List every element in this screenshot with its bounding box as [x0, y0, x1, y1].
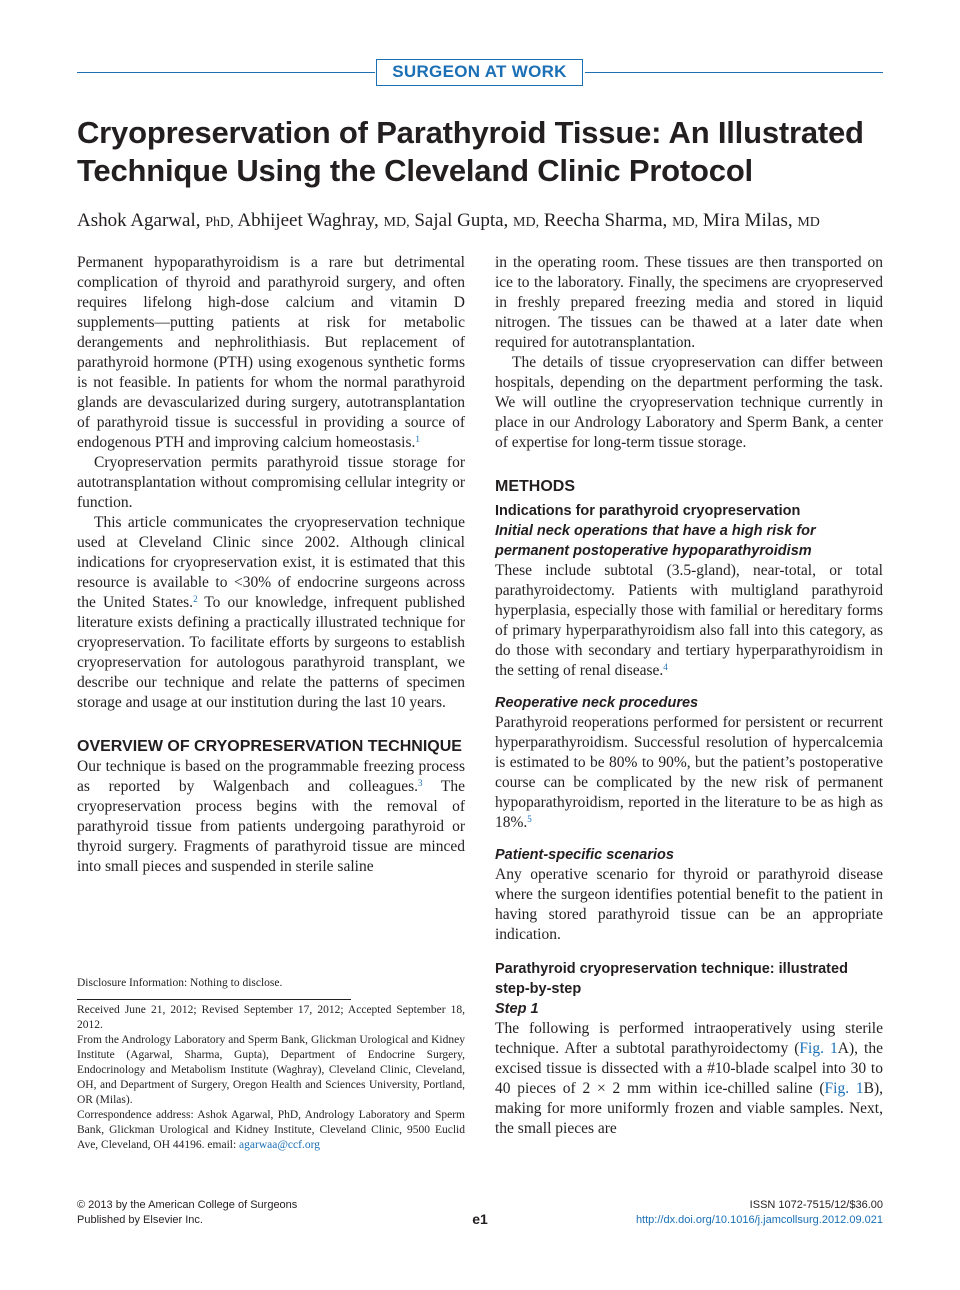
footer-right	[636, 1198, 883, 1228]
section-tag: SURGEON AT WORK	[376, 59, 583, 86]
author: Sajal Gupta, MD,	[414, 210, 540, 231]
notes-rule	[77, 999, 351, 1000]
header-rule-left	[77, 72, 375, 73]
overview-details-paragraph: The details of tissue cryopreservation can differ between hospitals, depending on the department performing the task. We will outline the cryopreservation technique currently in place in our Andrology Laboratory and Sperm Bank, a center of expertise for long-term tissue storage.	[495, 354, 883, 451]
author: Mira Milas, MD	[702, 210, 820, 231]
step-1-heading: Step 1	[495, 1001, 539, 1017]
overview-continued-paragraph: in the operating room. These tissues are then transported on ice to the laboratory. Finally, the specimens are cryopreserved in freshly prepared freezing media and stored in liquid nitrogen. The tissues can be thawed at a later date when required for autotransplantation.	[495, 254, 883, 351]
header-rule-right	[585, 72, 883, 73]
intro-paragraph-3: This article communicates the cryopreservation technique used at Cleveland Clinic since 2002. Although clinical indications for cryopreservation exist, it is estimated that this resource is available to <30% of endocrine surgeons across the United States.$^2$ To our knowledge, infrequent published literature exists defining a practically illustrated technique for cryopreservation. To facilitate efforts by surgeons to establish cryopreservation for autologous parathyroid transplant, we describe our technique and relate the patterns of specimen storage and usage at our institution during the last 10 years.	[77, 514, 466, 711]
technique-heading: Parathyroid cryopreservation technique: illustrated step-by-step	[495, 961, 848, 997]
figure-1-link[interactable]: Fig. 1	[799, 1040, 838, 1057]
author: Abhijeet Waghray, MD,	[237, 210, 410, 231]
doi-link[interactable]: http://dx.doi.org/10.1016/j.jamcollsurg.2012.09.021	[635, 1214, 883, 1226]
correspondence-note: Correspondence address: Ashok Agarwal, PhD, Andrology Laboratory and Sperm Bank, Glickman Urological and Kidney Institute, Cleveland Clinic, 9500 Euclid Ave, Cleveland, OH 44196. email: agarwaa@ccf.org	[77, 1109, 465, 1151]
patient-scenarios-paragraph: Any operative scenario for thyroid or parathyroid disease where the surgeon identifies potential benefit to the patient in having stored parathyroid tissue can be an appropriate indication.	[495, 866, 883, 943]
right-column	[495, 253, 883, 1139]
left-column	[77, 253, 465, 877]
initial-operations-heading: Initial neck operations that have a high risk for permanent postoperative hypoparathyroidism	[495, 523, 816, 559]
issn-text: ISSN 1072-7515/12/$36.00	[749, 1199, 883, 1211]
author-list	[77, 208, 887, 236]
author: Ashok Agarwal, PhD,	[77, 210, 234, 231]
indications-heading: Indications for parathyroid cryopreservation	[495, 503, 801, 519]
article-title: Cryopreservation of Parathyroid Tissue: An Illustrated Technique Using the Cleveland Clinic Protocol	[77, 115, 864, 188]
disclosure-note: Disclosure Information: Nothing to disclose.	[77, 977, 283, 989]
reoperative-heading: Reoperative neck procedures	[495, 695, 699, 711]
reference-4[interactable]: 4	[663, 662, 668, 672]
overview-paragraph: Our technique is based on the programmable freezing process as reported by Walgenbach and colleagues.$^3$ The cryopreservation process begins with the removal of parathyroid tissue from patients undergoing parathyroid or thyroid surgery. Fragments of parathyroid tissue are minced into small pieces and suspended in sterile saline	[77, 758, 465, 875]
copyright-text: © 2013 by the American College of Surgeons	[77, 1199, 298, 1211]
reference-5[interactable]: 5	[527, 814, 532, 824]
intro-paragraph-2: Cryopreservation permits parathyroid tissue storage for autotransplantation without compromising cellular integrity or function.	[77, 454, 465, 511]
email-link[interactable]: agarwaa@ccf.org	[239, 1139, 320, 1151]
methods-heading: METHODS	[495, 478, 575, 495]
reference-3[interactable]: 3	[418, 778, 423, 788]
affiliation-note: From the Andrology Laboratory and Sperm Bank, Glickman Urological and Kidney Institute (Agarwal, Sharma, Gupta), Department of Endocrine Surgery, Endocrinology and Metabolism Institute (Waghray), Cleveland Clinic, Cleveland, OH, and Department of Surgery, Oregon Health and Sciences University, Portland, OR (Milas).	[77, 1034, 465, 1106]
figure-1-link[interactable]: Fig. 1	[824, 1080, 864, 1097]
received-note: Received June 21, 2012; Revised September 17, 2012; Accepted September 18, 2012.	[77, 1004, 465, 1031]
intro-paragraph-1: Permanent hypoparathyroidism is a rare but detrimental complication of thyroid and parathyroid surgery, and often requires lifelong high-dose calcium and vitamin D supplements—putting patients at risk for metabolic derangements and nephrolithiasis. But replacement of parathyroid hormone (PTH) using exogenous synthetic forms is not feasible. In patients for whom the normal parathyroid glands are devascularized during surgery, autotransplantation of parathyroid tissue is successful in providing a source of endogenous PTH and improving calcium homeostasis.$^1$	[77, 254, 465, 451]
step-1-paragraph: The following is performed intraoperatively using sterile technique. After a subtotal parathyroidectomy (Fig. 1A), the excised tissue is dissected with a #10-blade scalpel into 30 to 40 pieces of 2 × 2 mm within ice-chilled saline (Fig. 1B), making for more uniformly frozen and viable samples. Next, the small pieces are	[495, 1020, 883, 1137]
patient-scenarios-heading: Patient-specific scenarios	[495, 847, 674, 863]
author: Reecha Sharma, MD,	[543, 210, 699, 231]
reference-1[interactable]: 1	[415, 434, 420, 444]
initial-operations-paragraph: These include subtotal (3.5-gland), near-total, or total parathyroidectomy. Patients with multigland parathyroid hyperplasia, especially those with familial or hereditary forms of primary hyperparathyroidism also fall into this category, as do those with secondary and tertiary hyperparathyroidism in the setting of renal disease.$^4$	[495, 562, 883, 679]
publisher-text: Published by Elsevier Inc.	[77, 1214, 203, 1226]
reference-2[interactable]: 2	[193, 594, 198, 604]
page-number: e1	[472, 1211, 488, 1227]
overview-heading: OVERVIEW OF CRYOPRESERVATION TECHNIQUE	[77, 738, 462, 755]
reoperative-paragraph: Parathyroid reoperations performed for persistent or recurrent hyperparathyroidism. Successful resolution of hypercalcemia is estimated to be 80% to 90%, but the patient’s postoperative course can be complicated by the new risk of permanent hypoparathyroidism, reported in the literature to be as high as 18%.$^5$	[495, 714, 883, 831]
article-notes	[77, 976, 465, 1153]
